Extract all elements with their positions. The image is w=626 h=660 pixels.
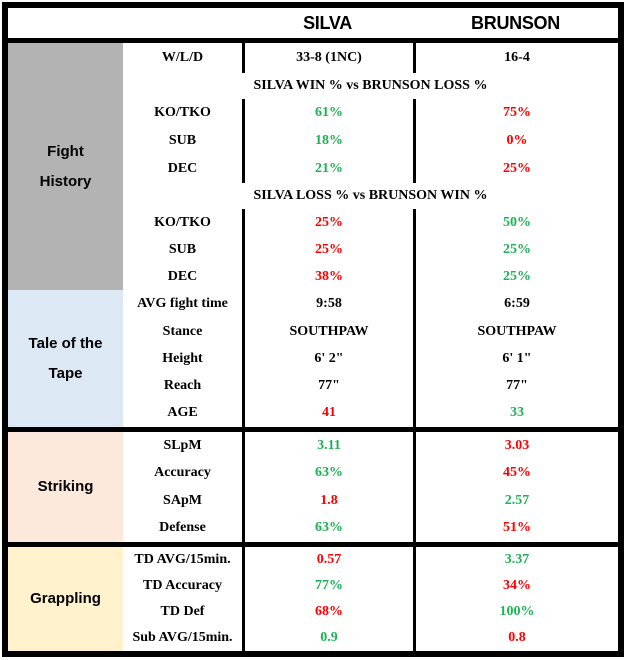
subheading-win-pct: SILVA WIN % vs BRUNSON LOSS %: [253, 78, 488, 93]
stat-value-silva: 68%: [242, 599, 413, 625]
stat-value-brunson: 77": [413, 372, 618, 399]
stat-value-brunson: 6' 1": [413, 345, 618, 372]
stat-label: DEC: [167, 268, 198, 284]
stat-value-brunson: 33: [413, 399, 618, 427]
stat-value-brunson: SOUTHPAW: [413, 318, 618, 345]
stat-value-silva: 41: [242, 399, 413, 427]
stat-value-silva: 21%: [242, 155, 413, 183]
stat-value-brunson: 0%: [413, 127, 618, 155]
stat-value-brunson: 75%: [413, 99, 618, 127]
stat-label: KO/TKO: [154, 214, 211, 230]
stat-value-brunson: 2.57: [413, 487, 618, 514]
stat-value-brunson: 3.37: [413, 547, 618, 573]
stat-value-silva: 18%: [242, 127, 413, 155]
stat-value-silva: 25%: [242, 236, 413, 263]
stat-value-silva: 77%: [242, 573, 413, 599]
stat-value-silva: 63%: [242, 514, 413, 542]
stat-value-brunson: 25%: [413, 236, 618, 263]
stat-label: SLpM: [163, 437, 202, 453]
stat-label: SUB: [168, 133, 197, 148]
fighter1-name: SILVA: [303, 12, 352, 33]
stat-label: Reach: [163, 377, 202, 393]
stat-value-brunson: 0.8: [413, 625, 618, 651]
fighter2-name: BRUNSON: [471, 12, 560, 33]
sidebar-label-fight-history: Fight History: [8, 43, 123, 290]
stat-value-brunson: 25%: [413, 155, 618, 183]
stat-label: AVG fight time: [137, 296, 228, 311]
stat-label: DEC: [167, 161, 198, 176]
stat-value-brunson: 25%: [413, 263, 618, 290]
stat-label: W/L/D: [161, 50, 204, 65]
stat-value-silva: SOUTHPAW: [242, 318, 413, 345]
stat-value-silva: 6' 2": [242, 345, 413, 372]
stat-value-brunson: 34%: [413, 573, 618, 599]
section-grappling: [8, 547, 618, 651]
stat-label: Stance: [162, 323, 203, 339]
stat-label: TD AVG/15min.: [134, 552, 231, 567]
stat-value-silva: 25%: [242, 209, 413, 236]
stat-label: Defense: [159, 520, 206, 535]
stat-value-silva: 77": [242, 372, 413, 399]
stat-label: SApM: [163, 492, 202, 508]
section-tale-of-the-tape: [8, 290, 618, 432]
stat-value-brunson: 45%: [413, 459, 618, 487]
stat-value-silva: 9:58: [242, 290, 413, 318]
stat-label: KO/TKO: [154, 105, 211, 120]
stat-value-brunson: 50%: [413, 209, 618, 236]
stat-value-brunson: 16-4: [413, 43, 618, 73]
stat-value-silva: 3.11: [242, 432, 413, 459]
section-fight-history: [8, 43, 618, 290]
stat-value-silva: 38%: [242, 263, 413, 290]
stat-value-silva: 0.9: [242, 625, 413, 651]
stat-value-silva: 61%: [242, 99, 413, 127]
stat-label: Sub AVG/15min.: [132, 630, 233, 645]
stat-label: SUB: [168, 241, 197, 257]
stat-label: TD Def: [160, 604, 205, 619]
subheading-loss-pct: SILVA LOSS % vs BRUNSON WIN %: [253, 188, 488, 203]
sidebar-label-grappling: Grappling: [8, 547, 123, 651]
stat-value-silva: 0.57: [242, 547, 413, 573]
stat-value-brunson: 6:59: [413, 290, 618, 318]
sidebar-label-tale-of-the-tape: Tale of the Tape: [8, 290, 123, 427]
stat-value-brunson: 100%: [413, 599, 618, 625]
stat-value-silva: 63%: [242, 459, 413, 487]
stat-label: AGE: [167, 405, 198, 420]
fighter-comparison-table: [2, 2, 624, 657]
table-header-row: [8, 8, 618, 43]
stat-value-silva: 33-8 (1NC): [242, 43, 413, 73]
section-striking: [8, 432, 618, 547]
stat-value-brunson: 51%: [413, 514, 618, 542]
stat-label: Height: [162, 350, 203, 366]
stat-label: TD Accuracy: [143, 578, 222, 593]
sidebar-label-striking: Striking: [8, 432, 123, 542]
stat-value-brunson: 3.03: [413, 432, 618, 459]
stat-label: Accuracy: [154, 465, 211, 480]
stat-value-silva: 1.8: [242, 487, 413, 514]
